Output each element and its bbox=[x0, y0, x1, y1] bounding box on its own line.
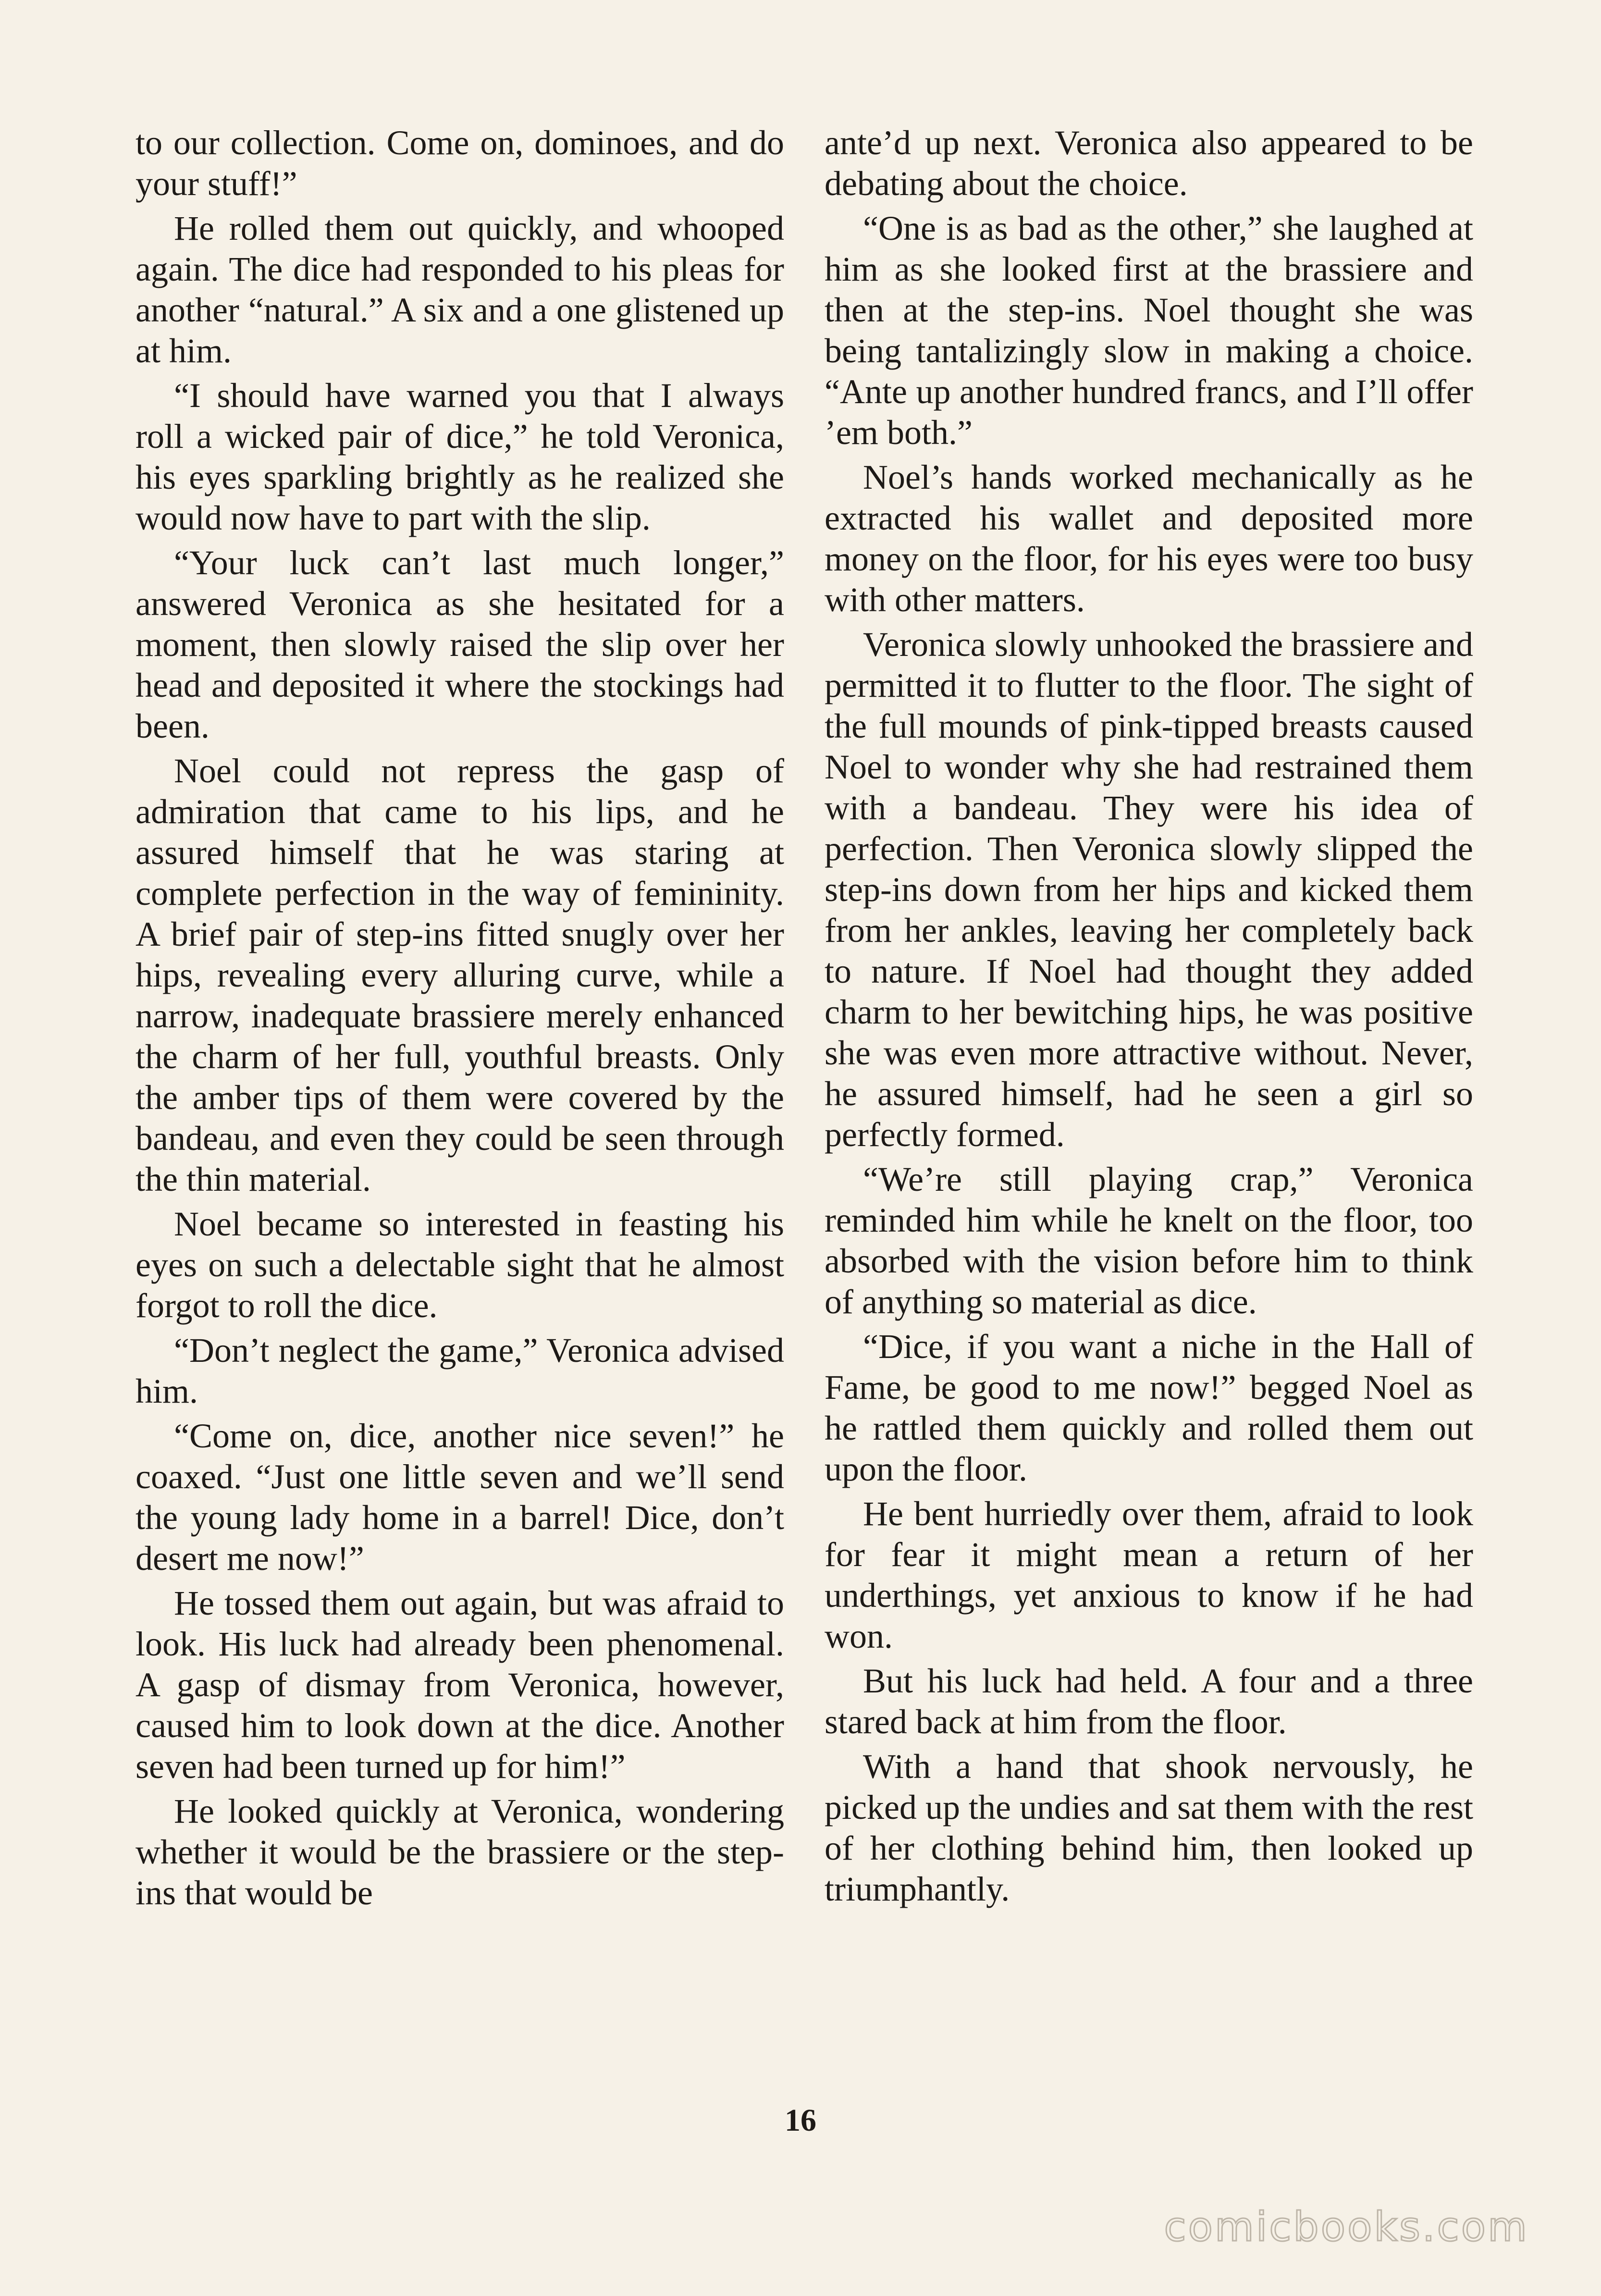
right-column bbox=[825, 123, 1473, 1913]
paragraph: Noel’s hands worked mechanically as he extracted his wallet and deposited more money on the floor, for his eyes were too busy with other matters. bbox=[825, 458, 1473, 619]
paragraph: He rolled them out quickly, and whooped again. The dice had responded to his pleas for another “natural.” A six and a one glistened up at him. bbox=[135, 209, 784, 370]
page-number: 16 bbox=[785, 2103, 816, 2138]
paragraph: He looked quickly at Veronica, wondering whether it would be the brassiere or the step-ins that would be bbox=[135, 1792, 784, 1912]
paragraph: With a hand that shook nervously, he picked up the undies and sat them with the rest of her clothing behind him, then looked up triumphantly. bbox=[825, 1747, 1473, 1908]
paragraph: Veronica slowly unhooked the brassiere and permitted it to flutter to the floor. The sight of the full mounds of pink-tipped breasts caused Noel to wonder why she had restrained them with a bandeau. They were his idea of perfection. Then Veronica slowly slipped the step-ins down from her hips and kicked them from her ankles, leaving her completely back to nature. If Noel had thought they added charm to her bewitching hips, he was positive she was even more attractive without. Never, he assured himself, had he seen a girl so perfectly formed. bbox=[825, 625, 1473, 1154]
paragraph: “Dice, if you want a niche in the Hall of Fame, be good to me now!” begged Noel as he rattled them quickly and rolled them out upon the floor. bbox=[825, 1327, 1473, 1488]
paragraph: “We’re still playing crap,” Veronica reminded him while he knelt on the floor, too absorbed with the vision before him to think of anything so material as dice. bbox=[825, 1160, 1473, 1321]
paragraph: But his luck had held. A four and a three stared back at him from the floor. bbox=[825, 1662, 1473, 1741]
paragraph: “I should have warned you that I always roll a wicked pair of dice,” he told Veronica, his eyes sparkling brightly as he realized she would now have to part with the slip. bbox=[135, 376, 784, 537]
paragraph: ante’d up next. Veronica also appeared to be debating about the choice. bbox=[825, 123, 1473, 203]
left-column bbox=[135, 123, 784, 1917]
paragraph: Noel could not repress the gasp of admiration that came to his lips, and he assured himself that he was staring at complete perfection in the way of femininity. A brief pair of step-ins fitted snugly over her hips, revealing every alluring curve, while a narrow, inadequate brassiere merely enhanced the charm of her full, youthful breasts. Only the amber tips of them were covered by the bandeau, and even they could be seen through the thin material. bbox=[135, 752, 784, 1198]
paragraph: “Come on, dice, another nice seven!” he coaxed. “Just one little seven and we’ll send the young lady home in a barrel! Dice, don’t desert me now!” bbox=[135, 1417, 784, 1578]
paragraph: “Don’t neglect the game,” Veronica advised him. bbox=[135, 1331, 784, 1410]
paragraph: “Your luck can’t last much longer,” answered Veronica as she hesitated for a moment, then slowly raised the slip over her head and deposited it where the stockings had been. bbox=[135, 543, 784, 745]
paragraph: He bent hurriedly over them, afraid to look for fear it might mean a return of her underthings, yet anxious to know if he had won. bbox=[825, 1494, 1473, 1655]
paragraph: “One is as bad as the other,” she laughed at him as she looked first at the brassiere and then at the step-ins. Noel thought she was being tantalizingly slow in making a choice. “Ante up another hundred francs, and I’ll offer ’em both.” bbox=[825, 209, 1473, 452]
paragraph: Noel became so interested in feasting his eyes on such a delectable sight that he almost forgot to roll the dice. bbox=[135, 1205, 784, 1325]
paragraph: to our collection. Come on, dominoes, and do your stuff!” bbox=[135, 123, 784, 203]
paragraph: He tossed them out again, but was afraid to look. His luck had already been phenomenal. A gasp of dismay from Veronica, however, caused him to look down at the dice. Another seven had been turned up for him!” bbox=[135, 1584, 784, 1786]
watermark: comicbooks.com bbox=[1164, 2203, 1529, 2250]
